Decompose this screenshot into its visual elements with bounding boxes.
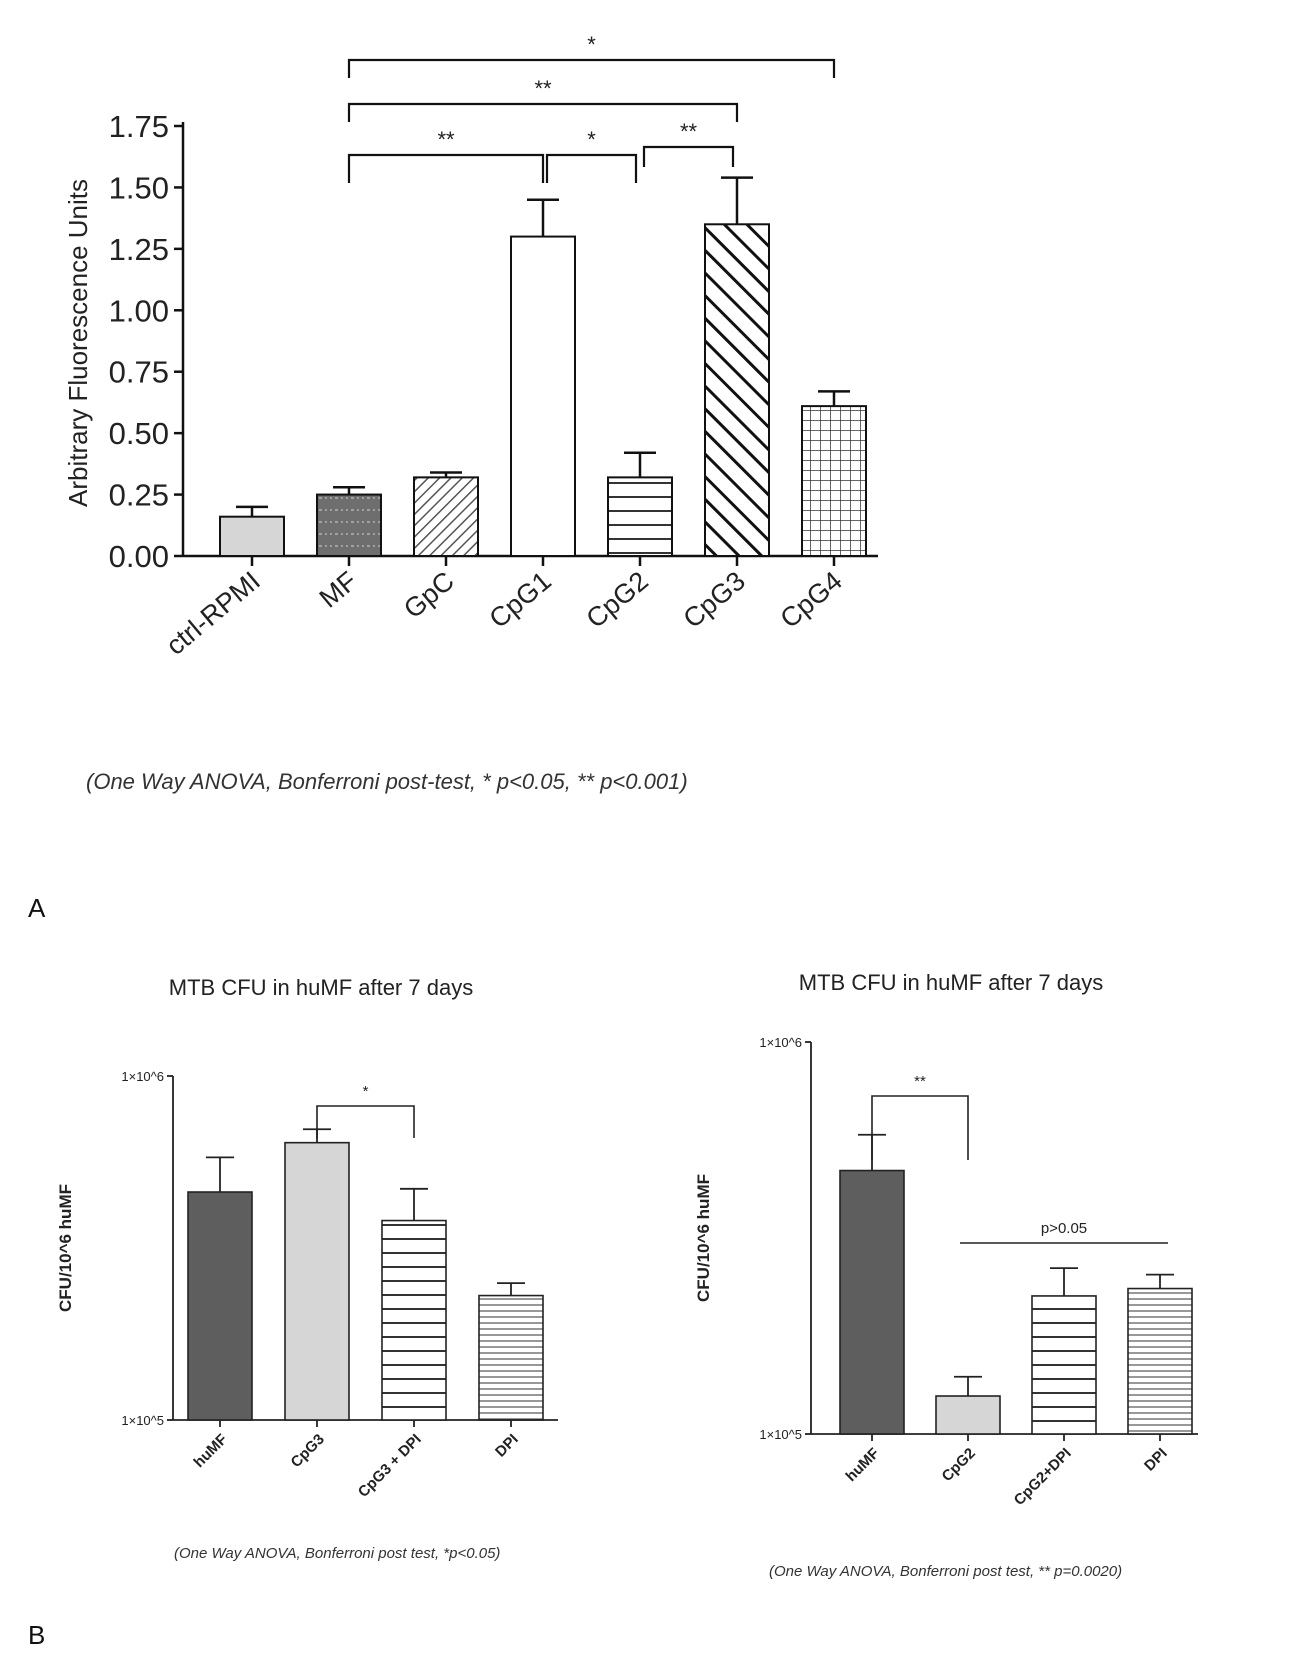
- x-tick-label: CpG3 + DPI: [354, 1430, 425, 1501]
- chart-a: [63, 32, 878, 794]
- bar-cpg3-dpi: [382, 1221, 446, 1420]
- y-tick-label: 1×10^6: [121, 1069, 164, 1084]
- bar-ctrl-rpmi: [220, 517, 284, 556]
- significance-bracket: [349, 60, 834, 78]
- x-tick-label: ctrl-RPMI: [160, 565, 266, 661]
- significance-bracket: [547, 155, 636, 183]
- chart-title: MTB CFU in huMF after 7 days: [168, 975, 474, 1000]
- caption-a: (One Way ANOVA, Bonferroni post-test, * p<0.05, ** p<0.001): [86, 769, 688, 794]
- y-tick-label: 1.25: [108, 231, 169, 267]
- x-tick-label: CpG2+DPI: [1010, 1444, 1075, 1509]
- x-tick-label: DPI: [1141, 1444, 1171, 1475]
- y-tick-label: 1×10^5: [121, 1413, 164, 1428]
- significance-bracket: [349, 155, 543, 183]
- significance-label: **: [679, 119, 698, 144]
- significance-label: **: [914, 1073, 926, 1090]
- y-tick-label: 1×10^5: [759, 1427, 802, 1442]
- significance-label: p>0.05: [1040, 1220, 1088, 1237]
- y-tick-label: 0.00: [108, 539, 169, 574]
- significance-bracket: [349, 104, 737, 122]
- bar-humf: [188, 1192, 252, 1420]
- y-tick-label: 1.75: [108, 109, 169, 144]
- significance-label: **: [437, 127, 455, 152]
- chart-b2: [694, 970, 1198, 1580]
- y-axis-label: Arbitrary Fluorescence Units: [63, 179, 93, 507]
- x-tick-label: CpG2: [938, 1444, 979, 1486]
- x-tick-label: GpC: [398, 565, 460, 625]
- x-tick-label: CpG1: [483, 565, 557, 634]
- y-tick-label: 1.50: [108, 170, 169, 206]
- y-axis-label: CFU/10^6 huMF: [56, 1184, 75, 1312]
- y-tick-label: 1×10^6: [759, 1035, 802, 1050]
- bar-cpg3: [285, 1143, 349, 1420]
- significance-bracket: [872, 1096, 968, 1160]
- panel-label-a: A: [28, 893, 46, 923]
- x-tick-label: DPI: [492, 1430, 522, 1461]
- bar-mf: [317, 495, 381, 556]
- y-tick-label: 0.75: [108, 354, 169, 390]
- significance-label: *: [587, 32, 596, 57]
- bar-dpi: [1128, 1289, 1192, 1434]
- bar-cpg2: [936, 1396, 1000, 1434]
- bar-cpg3: [705, 224, 769, 556]
- bar-cpg4: [802, 406, 866, 556]
- significance-label: *: [362, 1083, 369, 1100]
- caption: (One Way ANOVA, Bonferroni post test, ** p=0.0020): [769, 1563, 1123, 1580]
- caption: (One Way ANOVA, Bonferroni post test, *p<0.05): [174, 1545, 501, 1562]
- significance-bracket: [317, 1106, 414, 1138]
- x-tick-label: CpG2: [580, 565, 654, 634]
- panel-label-b: B: [28, 1620, 46, 1650]
- x-tick-label: huMF: [842, 1444, 883, 1486]
- bar-cpg2-dpi: [1032, 1296, 1096, 1434]
- y-tick-label: 0.25: [108, 477, 169, 513]
- y-tick-label: 1.00: [108, 293, 169, 329]
- x-tick-label: CpG3: [287, 1430, 328, 1472]
- bar-humf: [840, 1171, 904, 1434]
- bar-cpg2: [608, 477, 672, 556]
- y-tick-label: 0.50: [108, 416, 169, 452]
- significance-bracket: [644, 147, 733, 167]
- bar-gpc: [414, 477, 478, 556]
- significance-label: *: [587, 127, 596, 152]
- x-tick-label: CpG4: [774, 565, 848, 634]
- x-tick-label: CpG3: [677, 565, 751, 634]
- bar-dpi: [479, 1296, 543, 1420]
- x-tick-label: huMF: [190, 1430, 231, 1472]
- bar-cpg1: [511, 237, 575, 556]
- y-axis-label: CFU/10^6 huMF: [694, 1174, 713, 1302]
- significance-label: **: [534, 76, 552, 101]
- chart-b1: [56, 975, 558, 1562]
- chart-title: MTB CFU in huMF after 7 days: [798, 970, 1104, 995]
- x-tick-label: MF: [313, 565, 363, 614]
